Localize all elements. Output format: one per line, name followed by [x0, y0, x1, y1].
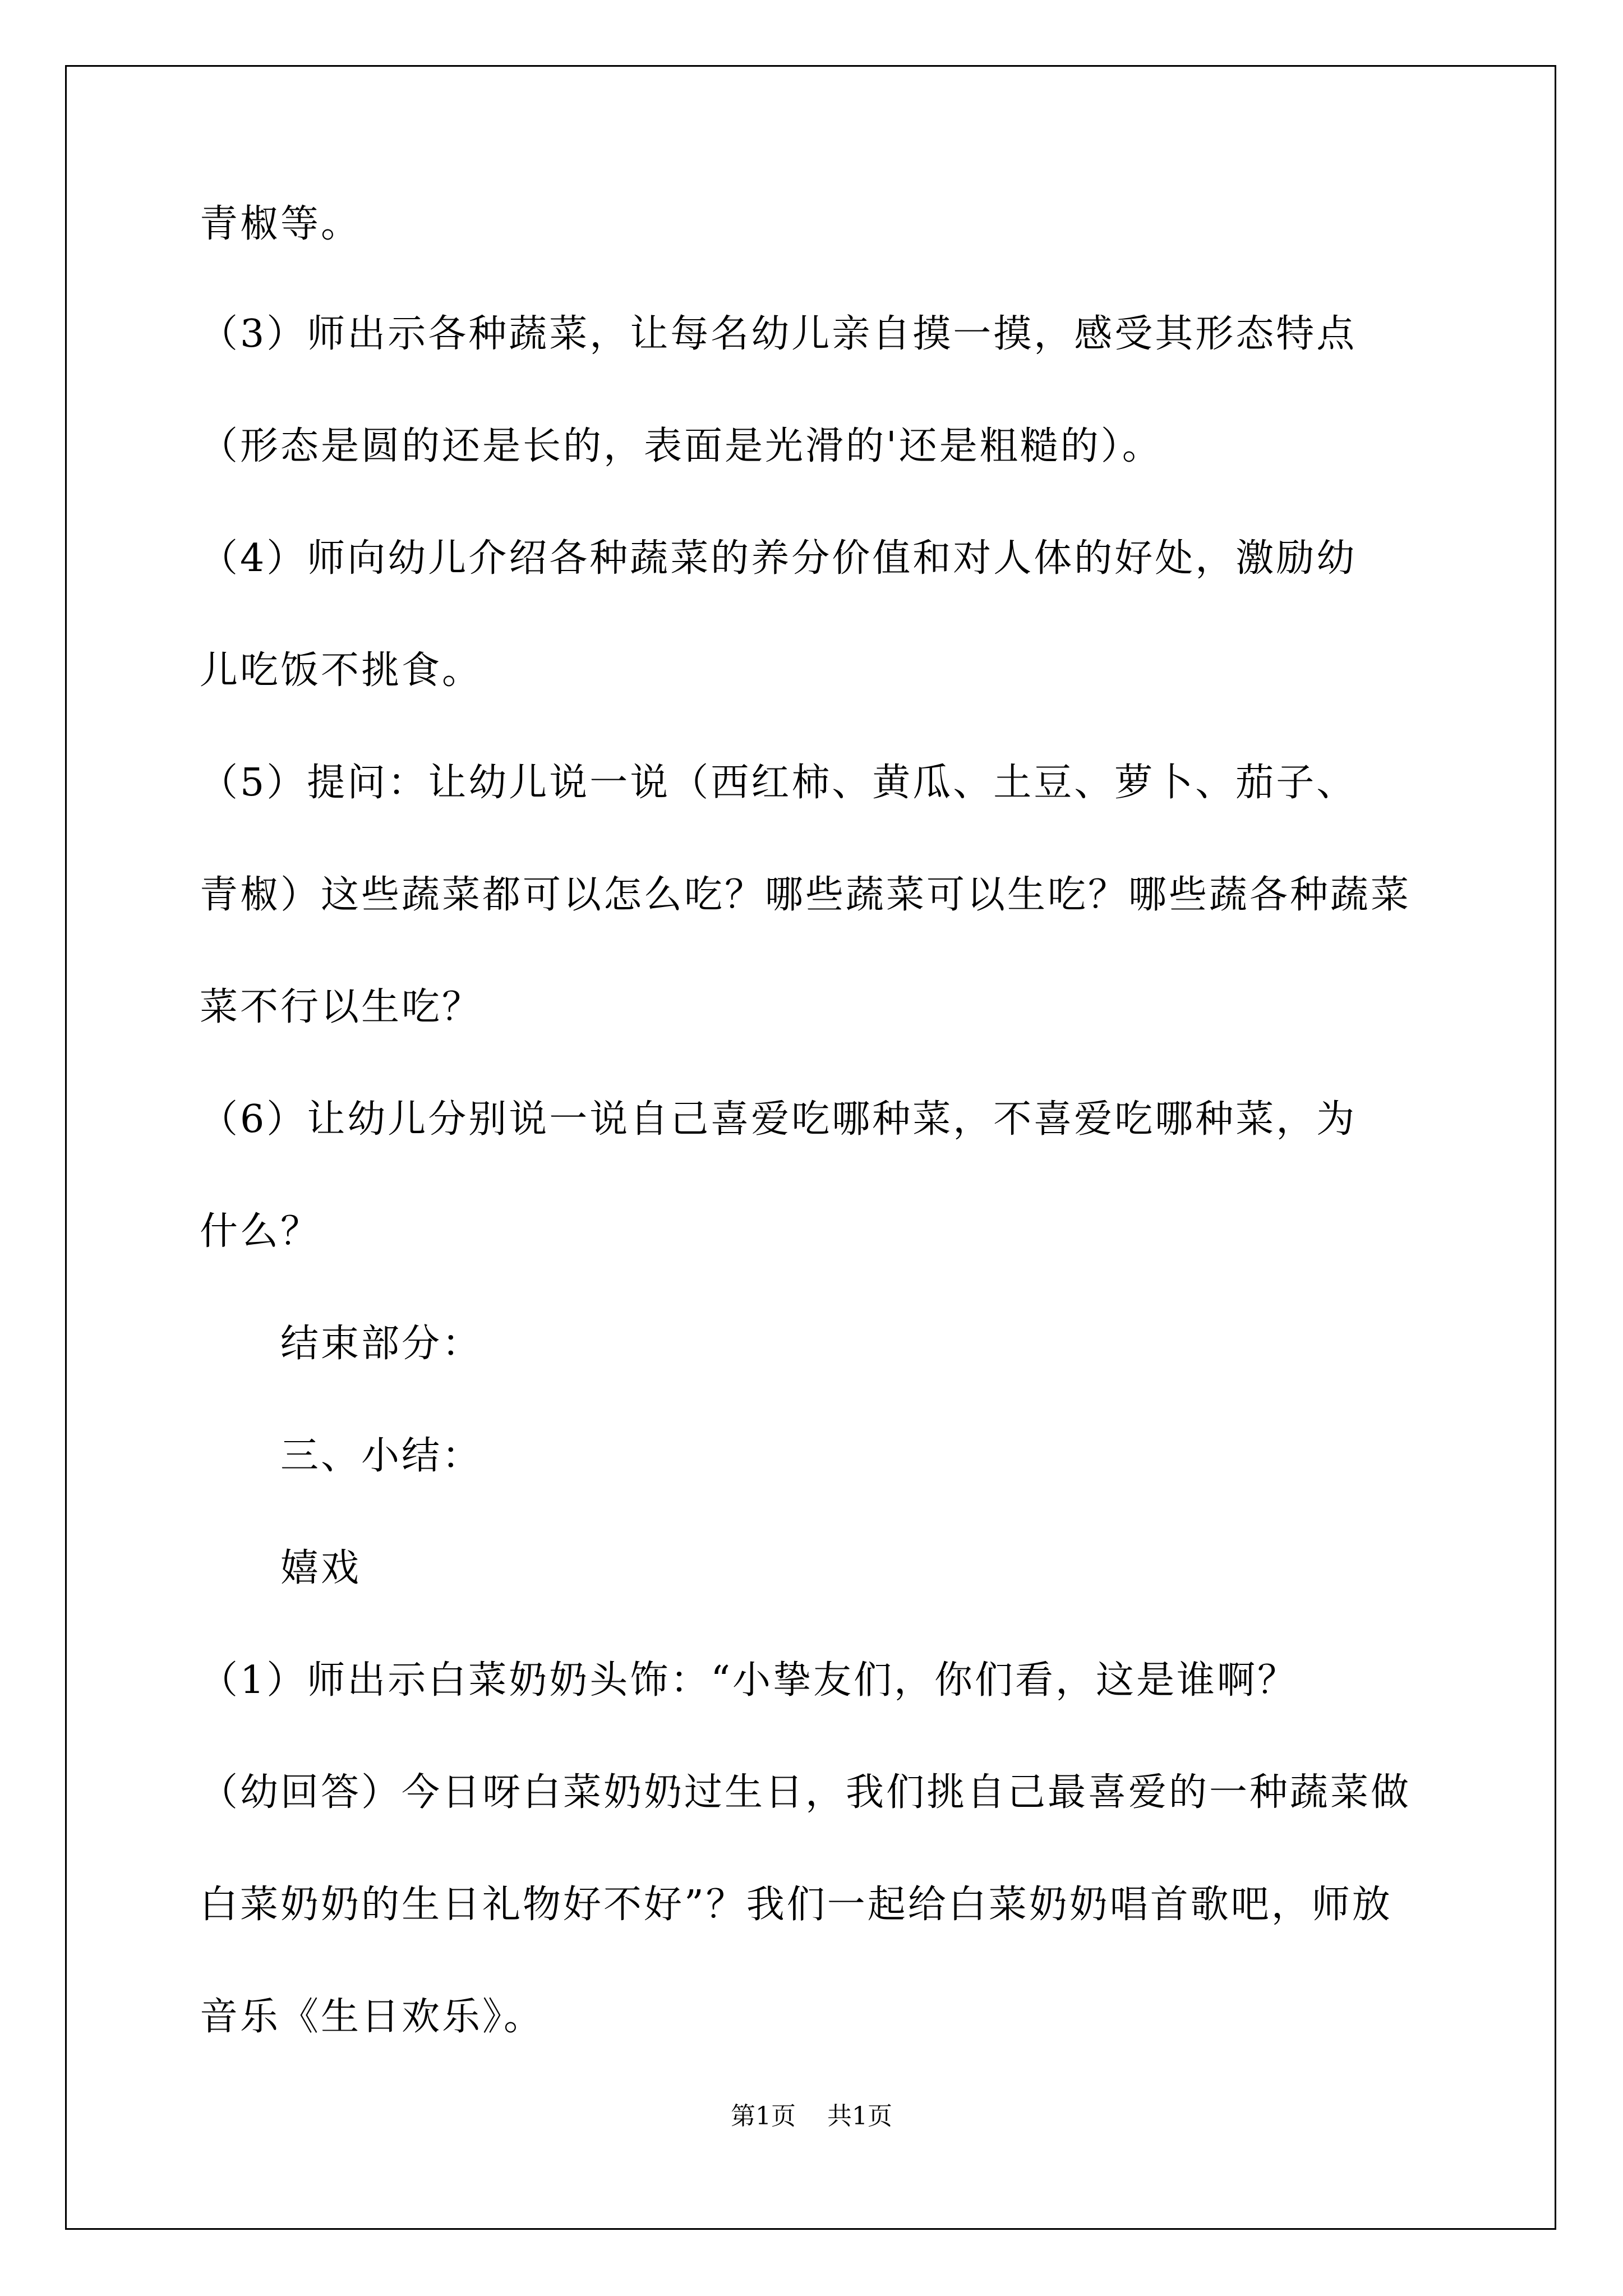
text-line: 菜不行以生吃？ — [200, 985, 483, 1029]
page-total: 共1页 — [827, 2102, 892, 2131]
section-heading: 结束部分： — [280, 1322, 483, 1366]
text-line: 什么？ — [200, 1209, 321, 1254]
text-line: （6）让幼儿分别说一说自己喜爱吃哪种菜，不喜爱吃哪种菜，为 — [200, 1097, 1357, 1142]
page-footer — [0, 2101, 1623, 2132]
page-number: 第1页 — [731, 2102, 796, 2131]
text-line: 青椒）这些蔬菜都可以怎么吃？哪些蔬菜可以生吃？哪些蔬各种蔬菜 — [200, 873, 1412, 917]
text-line: 儿吃饭不挑食。 — [200, 648, 483, 693]
section-heading: 嬉戏 — [280, 1546, 362, 1590]
text-line: （幼回答）今日呀白菜奶奶过生日，我们挑自己最喜爱的一种蔬菜做 — [200, 1770, 1412, 1815]
text-line: 青椒等。 — [200, 202, 362, 246]
text-line: （4）师向幼儿介绍各种蔬菜的养分价值和对人体的好处，激励幼 — [200, 536, 1357, 581]
text-line: （3）师出示各种蔬菜，让每名幼儿亲自摸一摸，感受其形态特点 — [200, 312, 1357, 356]
text-line: 音乐《生日欢乐》。 — [200, 1995, 545, 2039]
text-line: （形态是圆的还是长的，表面是光滑的'还是粗糙的）。 — [200, 424, 1163, 468]
text-line: （5）提问：让幼儿说一说（西红柿、黄瓜、土豆、萝卜、茄子、 — [200, 761, 1357, 805]
section-heading: 三、小结： — [280, 1434, 483, 1478]
text-line: 白菜奶奶的生日礼物好不好”？我们一起给白菜奶奶唱首歌吧，师放 — [200, 1883, 1393, 1927]
text-line: （1）师出示白菜奶奶头饰：“小挚友们，你们看，这是谁啊？ — [200, 1658, 1298, 1703]
